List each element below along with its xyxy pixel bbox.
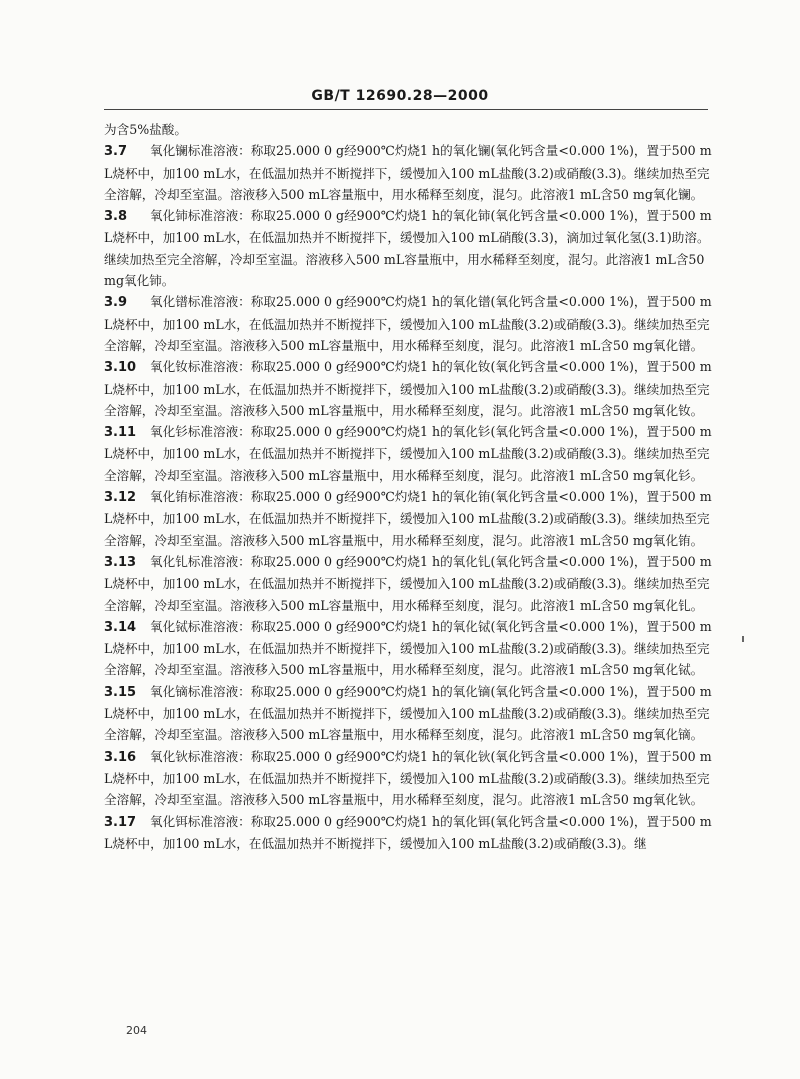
section-3-14 [104,616,714,681]
page-header: GB/T 12690.28—2000 [311,88,489,104]
section-number: 3.17 [104,814,137,830]
section-3-15 [104,681,714,746]
section-text: 氧化钆标准溶液：称取25.000 0 g经900℃灼烧1 h的氧化钆(氧化钙含量<0.000 1%)，置于500 mL烧杯中，加100 mL水，在低温加热并不断搅拌下，缓慢加入100 mL盐酸(3.2)或硝酸(3.3)。继续加热至完全溶解，冷却至室温。溶液移入500 mL容量瓶中，用水稀释至刻度，混匀。此溶液1 mL含50 mg氧化钆。 [104,553,712,613]
section-number: 3.12 [104,490,137,506]
continuation-text: 为含5%盐酸。 [104,122,187,137]
section-number: 3.11 [104,425,137,441]
section-text: 氧化钐标准溶液：称取25.000 0 g经900℃灼烧1 h的氧化钐(氧化钙含量<0.000 1%)，置于500 mL烧杯中，加100 mL水，在低温加热并不断搅拌下，缓慢加入100 mL盐酸(3.2)或硝酸(3.3)。继续加热至完全溶解，冷却至室温。溶液移入500 mL容量瓶中，用水稀释至刻度，混匀。此溶液1 mL含50 mg氧化钐。 [104,424,712,483]
section-3-11 [104,421,714,486]
section-text: 氧化镧标准溶液：称取25.000 0 g经900℃灼烧1 h的氧化镧(氧化钙含量<0.000 1%)，置于500 mL烧杯中，加100 mL水，在低温加热并不断搅拌下，缓慢加入100 mL盐酸(3.2)或硝酸(3.3)。继续加热至完全溶解，冷却至室温。溶液移入500 mL容量瓶中，用水稀释至刻度，混匀。此溶液1 mL含50 mg氧化镧。 [104,143,712,202]
section-number: 3.10 [104,360,137,376]
section-text: 氧化钬标准溶液：称取25.000 0 g经900℃灼烧1 h的氧化钬(氧化钙含量<0.000 1%)，置于500 mL烧杯中，加100 mL水，在低温加热并不断搅拌下，缓慢加入100 mL盐酸(3.2)或硝酸(3.3)。继续加热至完全溶解，冷却至室温。溶液移入500 mL容量瓶中，用水稀释至刻度，混匀。此溶液1 mL含50 mg氧化钬。 [104,748,712,808]
header-rule [104,109,708,110]
section-number: 3.7 [104,144,128,160]
section-number: 3.9 [104,295,128,311]
page-body [104,119,714,854]
section-number: 3.14 [104,619,137,635]
section-3-7 [104,140,714,205]
section-3-8 [104,205,714,291]
section-3-17 [104,811,714,855]
section-text: 氧化铽标准溶液：称取25.000 0 g经900℃灼烧1 h的氧化铽(氧化钙含量<0.000 1%)，置于500 mL烧杯中，加100 mL水，在低温加热并不断搅拌下，缓慢加入100 mL盐酸(3.2)或硝酸(3.3)。继续加热至完全溶解，冷却至室温。溶液移入500 mL容量瓶中，用水稀释至刻度，混匀。此溶液1 mL含50 mg氧化铽。 [104,618,712,678]
section-text: 氧化铈标准溶液：称取25.000 0 g经900℃灼烧1 h的氧化铈(氧化钙含量<0.000 1%)，置于500 mL烧杯中，加100 mL水，在低温加热并不断搅拌下，缓慢加入100 mL硝酸(3.3)，滴加过氧化氢(3.1)助溶。继续加热至完全溶解，冷却至室温。溶液移入500 mL容量瓶中，用水稀释至刻度，混匀。此溶液1 mL含50 mg氧化铈。 [104,208,712,289]
page-number: 204 [126,1024,147,1037]
section-3-13 [104,551,714,616]
scan-mark [742,636,744,642]
section-text: 氧化钕标准溶液：称取25.000 0 g经900℃灼烧1 h的氧化钕(氧化钙含量<0.000 1%)，置于500 mL烧杯中，加100 mL水，在低温加热并不断搅拌下，缓慢加入100 mL盐酸(3.2)或硝酸(3.3)。继续加热至完全溶解，冷却至室温。溶液移入500 mL容量瓶中，用水稀释至刻度，混匀。此溶液1 mL含50 mg氧化钕。 [104,359,712,418]
section-3-12 [104,486,714,551]
section-text: 氧化铒标准溶液：称取25.000 0 g经900℃灼烧1 h的氧化铒(氧化钙含量<0.000 1%)，置于500 mL烧杯中，加100 mL水，在低温加热并不断搅拌下，缓慢加入100 mL盐酸(3.2)或硝酸(3.3)。继 [104,813,712,851]
section-3-10 [104,356,714,421]
section-number: 3.8 [104,209,128,225]
section-3-16 [104,746,714,811]
section-number: 3.13 [104,554,137,570]
section-text: 氧化镝标准溶液：称取25.000 0 g经900℃灼烧1 h的氧化镝(氧化钙含量<0.000 1%)，置于500 mL烧杯中，加100 mL水，在低温加热并不断搅拌下，缓慢加入100 mL盐酸(3.2)或硝酸(3.3)。继续加热至完全溶解，冷却至室温。溶液移入500 mL容量瓶中，用水稀释至刻度，混匀。此溶液1 mL含50 mg氧化镝。 [104,683,712,743]
section-number: 3.16 [104,749,137,765]
section-text: 氧化镨标准溶液：称取25.000 0 g经900℃灼烧1 h的氧化镨(氧化钙含量<0.000 1%)，置于500 mL烧杯中，加100 mL水，在低温加热并不断搅拌下，缓慢加入100 mL盐酸(3.2)或硝酸(3.3)。继续加热至完全溶解，冷却至室温。溶液移入500 mL容量瓶中，用水稀释至刻度，混匀。此溶液1 mL含50 mg氧化镨。 [104,294,712,353]
section-text: 氧化铕标准溶液：称取25.000 0 g经900℃灼烧1 h的氧化铕(氧化钙含量<0.000 1%)，置于500 mL烧杯中，加100 mL水，在低温加热并不断搅拌下，缓慢加入100 mL盐酸(3.2)或硝酸(3.3)。继续加热至完全溶解，冷却至室温。溶液移入500 mL容量瓶中，用水稀释至刻度，混匀。此溶液1 mL含50 mg氧化铕。 [104,489,712,548]
section-3-9 [104,291,714,356]
section-number: 3.15 [104,684,137,700]
